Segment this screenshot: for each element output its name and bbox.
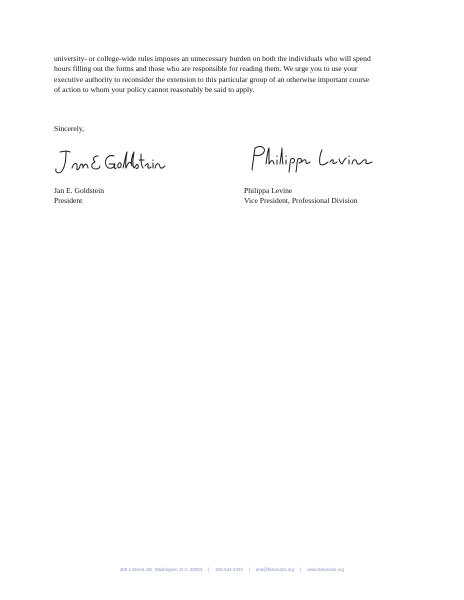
footer-email: aha@historians.org bbox=[255, 567, 295, 572]
paragraph-line: university- or college-wide rules imposes an unnecessary burden on both the individuals who will spend bbox=[54, 54, 371, 63]
signer-title: President bbox=[54, 196, 83, 205]
letterhead-footer bbox=[0, 567, 464, 572]
closing-salutation: Sincerely, bbox=[54, 124, 85, 133]
footer-phone: 202-544-2422 bbox=[215, 567, 243, 572]
footer-separator: | bbox=[248, 567, 250, 572]
footer-website: www.historians.org bbox=[307, 567, 345, 572]
signer-block-levine bbox=[244, 186, 357, 206]
footer-address: 400 A Street, SE, Washington, D.C. 20003 bbox=[119, 567, 203, 572]
signer-block-goldstein bbox=[54, 186, 104, 206]
signature-goldstein bbox=[52, 146, 172, 178]
footer-separator: | bbox=[300, 567, 302, 572]
paragraph-line: of action to whom your policy cannot reasonably be said to apply. bbox=[54, 85, 255, 95]
paragraph-line: hours filling out the forms and those who are responsible for reading them. We urge you to use your bbox=[54, 64, 358, 74]
signer-name: Jan E. Goldstein bbox=[54, 186, 104, 195]
paragraph-line: executive authority to reconsider the extension to this particular group of an otherwise important course bbox=[54, 74, 370, 84]
signer-title: Vice President, Professional Division bbox=[244, 196, 358, 205]
body-paragraph bbox=[54, 54, 414, 96]
signature-levine bbox=[244, 142, 394, 176]
signer-name: Philippa Levine bbox=[244, 186, 293, 195]
footer-separator: | bbox=[208, 567, 210, 572]
